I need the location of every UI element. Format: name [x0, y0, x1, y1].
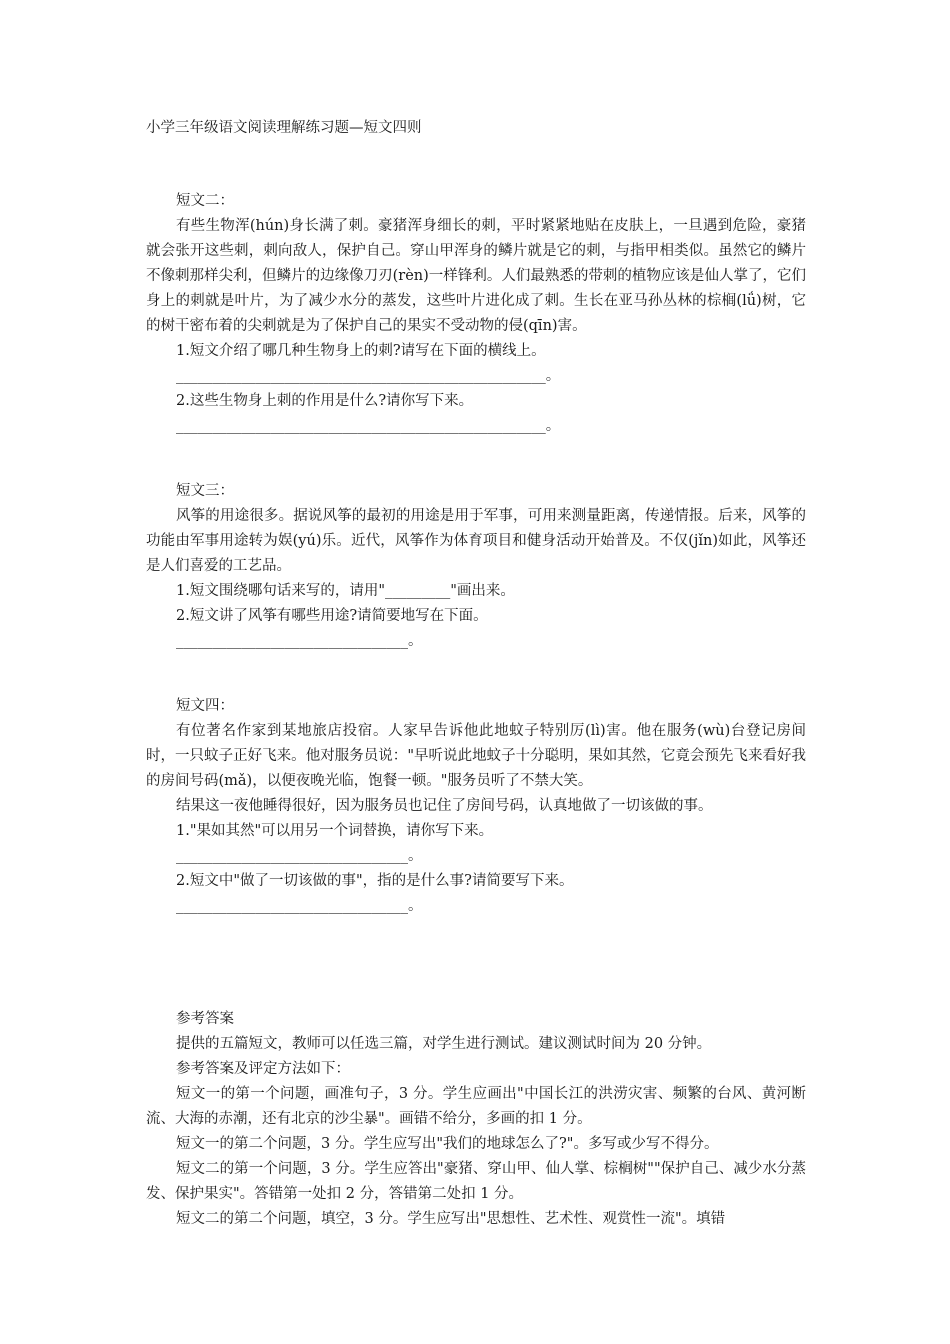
passage-4-question-2: 2.短文中"做了一切该做的事"，指的是什么事?请简要写下来。 [176, 873, 574, 889]
passage-2-text: 有些生物浑(hún)身长满了刺。豪猪浑身细长的刺，平时紧紧地贴在皮肤上，一旦遇到危险，豪猪就会张开这些刺，刺向敌人，保护自己。穿山甲浑身的鳞片就是它的刺，与指甲相类似。虽然它的鳞片不像刺那样尖利，但鳞片的边缘像刀刃(rèn)一样锋利。人们最熟悉的带刺的植物应该是仙人掌了，它们身上的刺就是叶片，为了减少水分的蒸发，这些叶片进化成了刺。生长在亚马孙丛林的棕榈(lǘ)树，它的树干密布着的尖刺就是为了保护自己的果实不受动物的侵(qīn)害。 [146, 218, 806, 334]
passage-3 [146, 479, 806, 654]
passage-3-heading: 短文三： [176, 483, 234, 499]
answer-key-method: 参考答案及评定方法如下： [176, 1061, 350, 1077]
passage-2-heading: 短文二： [176, 193, 234, 209]
answer-key-heading: 参考答案 [176, 1011, 234, 1027]
passage-3-text: 风筝的用途很多。据说风筝的最初的用途是用于军事，可用来测量距离，传递情报。后来，风筝的功能由军事用途转为娱(yú)乐。近代，风筝作为体育项目和健身活动开始普及。不仅(jǐn)如此，风筝还是人们喜爱的工艺品。 [146, 508, 806, 574]
document-body [146, 189, 806, 1232]
passage-4-heading: 短文四： [176, 698, 234, 714]
passage-4-text-2: 结果这一夜他睡得很好，因为服务员也记住了房间号码，认真地做了一切该做的事。 [176, 798, 713, 814]
passage-4 [146, 694, 806, 919]
passage-4-question-1: 1."果如其然"可以用另一个词替换，请你写下来。 [176, 823, 494, 839]
document-title: 小学三年级语文阅读理解练习题—短文四则 [146, 120, 422, 136]
passage-2-question-1: 1.短文介绍了哪几种生物身上的刺?请写在下面的横线上。 [176, 343, 546, 359]
passage-4-text: 有位著名作家到某地旅店投宿。人家早告诉他此地蚊子特别厉(lì)害。他在服务(wù)台登记房间时，一只蚊子正好飞来。他对服务员说："早听说此地蚊子十分聪明，果如其然，它竟会预先飞来看好我的房间号码(mǎ)，以便夜晚光临，饱餐一顿。"服务员听了不禁大笑。 [146, 723, 806, 789]
passage-4-answer-line-1: ________________________________。 [176, 848, 423, 864]
passage-2-answer-line-1: ___________________________________________________。 [176, 368, 561, 384]
passage-2 [146, 189, 806, 439]
passage-3-answer-line-2: ________________________________。 [176, 633, 423, 649]
passage-3-question-2: 2.短文讲了风筝有哪些用途?请简要地写在下面。 [176, 608, 488, 624]
spacer [146, 654, 806, 694]
passage-2-question-2: 2.这些生物身上刺的作用是什么?请你写下来。 [176, 393, 474, 409]
answer-item-4: 短文二的第二个问题，填空，3 分。学生应写出"思想性、艺术性、观赏性一流"。填错 [176, 1211, 726, 1227]
answer-key [146, 1007, 806, 1232]
passage-4-answer-line-2: ________________________________。 [176, 898, 423, 914]
passage-3-question-1: 1.短文围绕哪句话来写的，请用"_________"画出来。 [176, 583, 515, 599]
answer-item-3: 短文二的第一个问题，3 分。学生应答出"豪猪、穿山甲、仙人掌、棕榈树""保护自己、减少水分蒸发、保护果实"。答错第一处扣 2 分，答错第二处扣 1 分。 [146, 1161, 806, 1202]
answer-item-2: 短文一的第二个问题，3 分。学生应写出"我们的地球怎么了?"。多写或少写不得分。 [176, 1136, 719, 1152]
passage-2-answer-line-2: ___________________________________________________。 [176, 418, 561, 434]
spacer [146, 439, 806, 479]
answer-item-1: 短文一的第一个问题，画准句子，3 分。学生应画出"中国长江的洪涝灾害、频繁的台风、黄河断流、大海的赤潮，还有北京的沙尘暴"。画错不给分，多画的扣 1 分。 [146, 1086, 806, 1127]
answer-key-intro: 提供的五篇短文，教师可以任选三篇，对学生进行测试。建议测试时间为 20 分钟。 [176, 1036, 712, 1052]
spacer [146, 919, 806, 1007]
